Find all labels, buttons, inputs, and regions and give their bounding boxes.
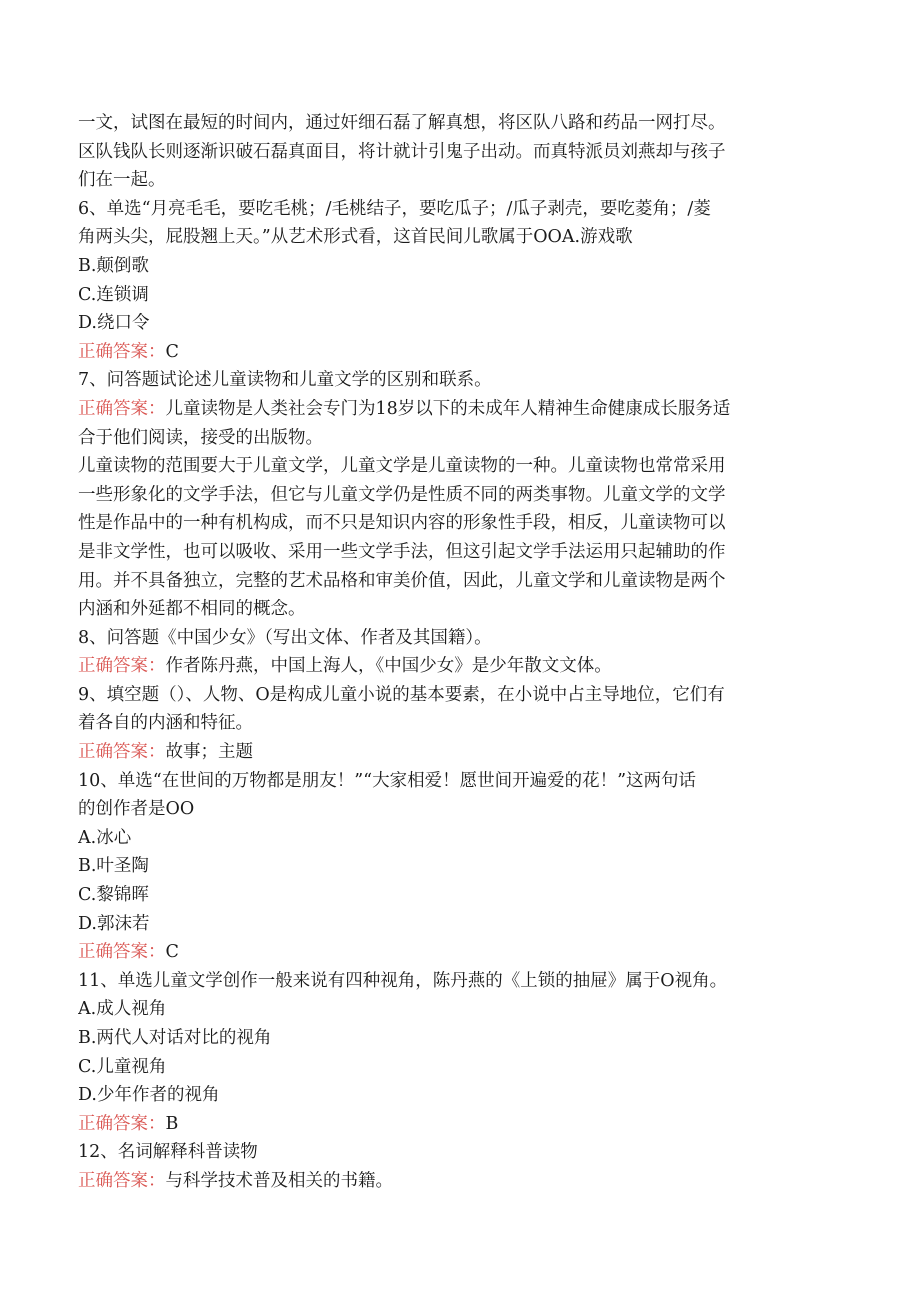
question-12 bbox=[78, 1138, 848, 1195]
answer-text: 是非文学性，也可以吸收、采用一些文学手法，但这引起文学手法运用只起辅助的作 bbox=[78, 541, 726, 562]
question-8 bbox=[78, 624, 848, 681]
text-line: 们在一起。 bbox=[78, 170, 166, 191]
answer-value: 作者陈丹燕，中国上海人，《中国少女》是少年散文文体。 bbox=[165, 656, 612, 677]
answer-label: 正确答案： bbox=[78, 1113, 166, 1134]
answer-label: 正确答案： bbox=[78, 656, 166, 677]
answer-line bbox=[78, 938, 848, 967]
answer-text: 内涵和外延都不相同的概念。 bbox=[78, 599, 306, 620]
answer-value: C bbox=[165, 341, 179, 362]
option-c: C.连锁调 bbox=[78, 284, 149, 305]
answer-line bbox=[78, 738, 848, 767]
answer-label: 正确答案： bbox=[78, 942, 166, 963]
option-c: C.儿童视角 bbox=[78, 1056, 167, 1077]
question-9 bbox=[78, 681, 848, 767]
question-text: 11、单选儿童文学创作一般来说有四种视角，陈丹燕的《上锁的抽屉》属于O视角。 bbox=[78, 970, 728, 991]
answer-label: 正确答案： bbox=[78, 398, 166, 419]
answer-text: 性是作品中的一种有机构成，而不只是知识内容的形象性手段，相反，儿童读物可以 bbox=[78, 513, 726, 534]
question-10 bbox=[78, 767, 848, 967]
answer-line bbox=[78, 338, 848, 367]
question-text: 10、单选“在世间的万物都是朋友！”“大家相爱！愿世间开遍爱的花！”这两句话 bbox=[78, 770, 697, 791]
question-text: 的创作者是OO bbox=[78, 799, 195, 820]
question-text: 9、填空题（）、人物、O是构成儿童小说的基本要素，在小说中占主导地位，它们有 bbox=[78, 684, 725, 705]
question-text: 8、问答题《中国少女》（写出文体、作者及其国籍）。 bbox=[78, 627, 492, 648]
question-7 bbox=[78, 366, 848, 623]
answer-text: 一些形象化的文学手法，但它与儿童文学仍是性质不同的两类事物。儿童文学的文学 bbox=[78, 484, 726, 505]
option-b: B.叶圣陶 bbox=[78, 856, 149, 877]
option-d: D.郭沫若 bbox=[78, 913, 150, 934]
answer-value: 儿童读物是人类社会专门为18岁以下的未成年人精神生命健康成长服务适 bbox=[165, 398, 731, 419]
option-a: A.冰心 bbox=[78, 827, 132, 848]
option-a: A.成人视角 bbox=[78, 999, 167, 1020]
option-b: B.两代人对话对比的视角 bbox=[78, 1028, 272, 1048]
option-d: D.绕口令 bbox=[78, 313, 150, 334]
option-c: C.黎锦晖 bbox=[78, 885, 149, 906]
question-text: 着各自的内涵和特征。 bbox=[78, 713, 253, 734]
question-text: 7、问答题试论述儿童读物和儿童文学的区别和联系。 bbox=[78, 370, 492, 391]
answer-line bbox=[78, 1110, 848, 1139]
answer-value: C bbox=[165, 942, 179, 963]
answer-label: 正确答案： bbox=[78, 341, 166, 362]
document-page bbox=[78, 109, 848, 1196]
answer-line bbox=[78, 395, 848, 424]
question-text: 角两头尖，屁股翘上天。”从艺术形式看，这首民间儿歌属于OOA.游戏歌 bbox=[78, 227, 633, 248]
answer-label: 正确答案： bbox=[78, 1170, 166, 1191]
intro-paragraph bbox=[78, 109, 848, 195]
text-line: 区队钱队长则逐渐识破石磊真面目，将计就计引鬼子出动。而真特派员刘燕却与孩子 bbox=[78, 141, 726, 162]
option-d: D.少年作者的视角 bbox=[78, 1085, 220, 1106]
question-6 bbox=[78, 195, 848, 367]
text-line: 一文，试图在最短的时间内，通过奸细石磊了解真想，将区队八路和药品一网打尽。 bbox=[78, 113, 726, 133]
question-text: 12、名词解释科普读物 bbox=[78, 1142, 258, 1163]
answer-line bbox=[78, 1167, 848, 1196]
answer-text: 儿童读物的范围要大于儿童文学，儿童文学是儿童读物的一种。儿童读物也常常采用 bbox=[78, 456, 726, 477]
question-text: 6、单选“月亮毛毛，要吃毛桃；/毛桃结子，要吃瓜子；/瓜子剥壳，要吃菱角；/菱 bbox=[78, 198, 711, 219]
answer-line bbox=[78, 652, 848, 681]
answer-label: 正确答案： bbox=[78, 742, 166, 763]
answer-text: 用。并不具备独立，完整的艺术品格和审美价值，因此，儿童文学和儿童读物是两个 bbox=[78, 570, 726, 591]
answer-value: 与科学技术普及相关的书籍。 bbox=[165, 1170, 393, 1191]
option-b: B.颠倒歌 bbox=[78, 255, 149, 276]
answer-value: 故事；主题 bbox=[165, 742, 253, 763]
answer-value: B bbox=[165, 1113, 179, 1134]
question-11 bbox=[78, 967, 848, 1139]
answer-text: 合于他们阅读，接受的出版物。 bbox=[78, 427, 323, 448]
